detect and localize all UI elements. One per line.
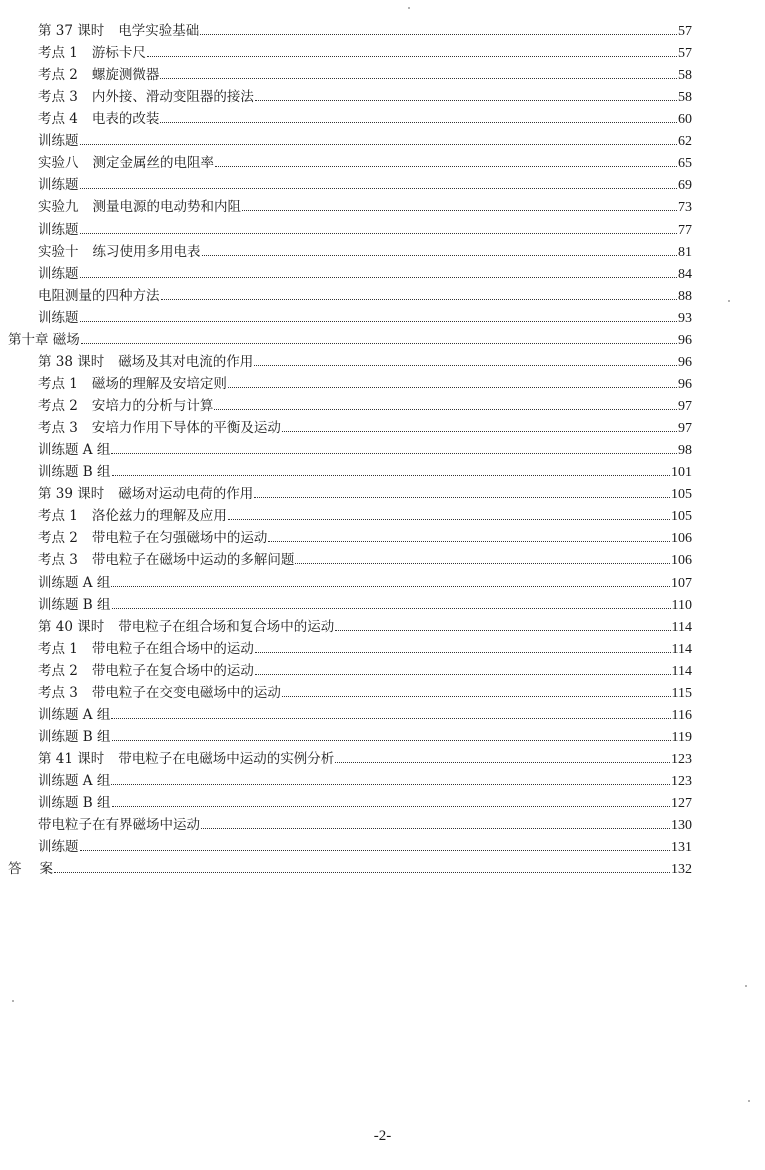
toc-entry-text: 训练题 A 组 (38, 442, 111, 459)
toc-entry-page: 96 (678, 332, 692, 348)
dot-leader (214, 408, 677, 410)
toc-entry-text: 测定金属丝的电阻率 (92, 155, 214, 172)
toc-entry-title (38, 241, 201, 263)
toc-entry-title (38, 638, 254, 660)
toc-entry-page: 65 (678, 156, 692, 172)
toc-entry-page: 77 (678, 222, 692, 238)
toc-entry-text: 洛伦兹力的理解及应用 (91, 508, 227, 525)
toc-entry-prefix: 考点 3 (38, 420, 78, 437)
toc-entry-title (38, 395, 213, 417)
toc-entry-prefix: 考点 3 (38, 89, 78, 106)
toc-entry-title (38, 307, 79, 329)
toc-entry (38, 483, 692, 505)
dot-leader (54, 871, 670, 873)
toc-entry (38, 196, 692, 218)
toc-entry-text: 安培力作用下导体的平衡及运动 (91, 420, 281, 437)
toc-entry-title (38, 108, 159, 130)
toc-entry-title (38, 836, 79, 858)
toc-entry-page: 81 (678, 244, 692, 260)
toc-entry-title (38, 86, 254, 108)
toc-entry-page: 84 (678, 266, 692, 282)
toc-entry (38, 20, 692, 42)
scan-speck (748, 1100, 750, 1102)
toc-entry-page: 88 (678, 288, 692, 304)
toc-entry-title (38, 682, 281, 704)
toc-entry-page: 58 (678, 90, 692, 106)
toc-entry-title (38, 748, 334, 770)
toc-entry-title (38, 704, 110, 726)
toc-entry-page: 119 (671, 729, 692, 745)
dot-leader (335, 629, 670, 631)
toc-entry-text: 训练题 (38, 839, 79, 856)
dot-leader (112, 607, 671, 609)
toc-entry-title (38, 439, 110, 461)
dot-leader (228, 518, 670, 520)
toc-entry (38, 395, 692, 417)
toc-entry (38, 373, 692, 395)
toc-entry-prefix: 实验八 (38, 155, 79, 172)
toc-entry-text: 带电粒子在组合场中的运动 (91, 640, 254, 657)
toc-entry-title (38, 483, 253, 505)
toc-entry-page: 57 (678, 24, 692, 39)
toc-entry-page: 69 (678, 178, 692, 194)
toc-entry-page: 93 (678, 310, 692, 326)
toc-entry (38, 285, 692, 307)
dot-leader (80, 276, 678, 278)
toc-entry-text: 测量电源的电动势和内阻 (92, 199, 241, 216)
toc-entry-page: 114 (671, 641, 692, 657)
toc-entry (38, 64, 692, 86)
dot-leader (228, 386, 677, 388)
toc-entry-page: 123 (671, 751, 692, 767)
toc-entry (38, 814, 692, 836)
dot-leader (202, 254, 678, 256)
toc-entry-text: 训练题 A 组 (38, 574, 111, 591)
toc-entry (38, 219, 692, 241)
toc-entry-prefix: 考点 2 (38, 398, 78, 415)
toc-entry-text: 训练题 (38, 177, 79, 194)
toc-entry-text: 训练题 (38, 133, 79, 150)
dot-leader (112, 805, 670, 807)
toc-entry-text: 电表的改装 (91, 111, 160, 128)
toc-entry (8, 329, 692, 351)
dot-leader (147, 55, 677, 57)
dot-leader (282, 430, 677, 432)
toc-entry-page: 105 (671, 509, 692, 525)
toc-entry-page: 60 (678, 112, 692, 128)
toc-entry (38, 748, 692, 770)
toc-entry-text: 训练题 B 组 (38, 728, 111, 745)
dot-leader (112, 739, 671, 741)
toc-entry-prefix: 考点 1 (38, 508, 78, 525)
toc-entry (38, 527, 692, 549)
toc-entry-title (38, 616, 334, 638)
toc-entry-title (8, 329, 80, 351)
toc-entry-title (38, 726, 111, 748)
toc-entry-prefix: 答 (8, 861, 22, 878)
dot-leader (215, 165, 677, 167)
toc-entry (38, 130, 692, 152)
toc-entry-text: 训练题 (38, 309, 79, 326)
toc-entry-title (38, 64, 159, 86)
toc-entry-text: 第十章 磁场 (8, 331, 80, 348)
toc-entry (38, 42, 692, 64)
dot-leader (255, 673, 671, 675)
dot-leader (80, 232, 678, 234)
toc-entry-prefix: 考点 3 (38, 552, 78, 569)
toc-entry-page: 106 (671, 553, 692, 569)
toc-entry-prefix: 第 41 课时 (38, 750, 105, 767)
toc-entry-text: 电学实验基础 (118, 23, 200, 39)
toc-entry-title (38, 505, 227, 527)
toc-entry-text: 磁场的理解及安培定则 (91, 375, 227, 392)
toc-entry-prefix: 实验十 (38, 243, 79, 260)
toc-entry-text: 训练题 A 组 (38, 773, 111, 790)
dot-leader (160, 121, 677, 123)
toc-entry (38, 263, 692, 285)
toc-entry-title (8, 858, 53, 880)
page-number: -2- (373, 1128, 392, 1144)
toc-entry-prefix: 实验九 (38, 199, 79, 216)
toc-entry-page: 73 (678, 200, 692, 216)
dot-leader (255, 99, 677, 101)
toc-entry-text: 内外接、滑动变阻器的接法 (91, 89, 254, 106)
toc-entry-prefix: 第 39 课时 (38, 486, 105, 503)
toc-entry-prefix: 考点 1 (38, 375, 78, 392)
toc-entry-title (38, 770, 110, 792)
toc-entry-page: 97 (678, 421, 692, 437)
dot-leader (255, 651, 671, 653)
toc-entry-page: 116 (671, 707, 692, 723)
dot-leader (80, 849, 671, 851)
toc-entry-text: 训练题 B 组 (38, 795, 111, 812)
toc-entry (38, 241, 692, 263)
toc-entry-prefix: 考点 1 (38, 45, 78, 62)
toc-entry-text: 安培力的分析与计算 (91, 398, 214, 415)
toc-entry-page: 96 (678, 354, 692, 370)
toc-entry-prefix: 考点 2 (38, 662, 78, 679)
toc-entry-title (38, 285, 160, 307)
toc-entry-text: 练习使用多用电表 (92, 243, 201, 260)
dot-leader (295, 562, 670, 564)
toc-entry-text: 磁场及其对电流的作用 (118, 353, 254, 370)
dot-leader (242, 209, 677, 211)
scan-speck (745, 985, 747, 987)
toc-entry-page: 106 (671, 531, 692, 547)
toc-entry-page: 130 (671, 818, 692, 834)
toc-entry (38, 704, 692, 726)
toc-entry (38, 549, 692, 571)
dot-leader (282, 695, 671, 697)
toc-entry-page: 114 (671, 619, 692, 635)
toc-entry-title (38, 373, 227, 395)
toc-entry-prefix: 第 38 课时 (38, 353, 105, 370)
toc-entry-prefix: 第 40 课时 (38, 618, 105, 635)
toc-entry-text: 带电粒子在匀强磁场中的运动 (91, 530, 268, 547)
dot-leader (112, 474, 670, 476)
toc-entry (38, 307, 692, 329)
toc-entry-title (38, 814, 200, 836)
toc-entry-page: 101 (671, 465, 692, 481)
toc-entry-text: 带电粒子在有界磁场中运动 (38, 817, 200, 834)
dot-leader (80, 187, 678, 189)
dot-leader (111, 717, 670, 719)
toc-entry (38, 505, 692, 527)
toc-entry-page: 107 (671, 575, 692, 591)
toc-entry (38, 792, 692, 814)
dot-leader (81, 342, 677, 344)
dot-leader (254, 496, 670, 498)
toc-entry-title (38, 417, 281, 439)
toc-entry (38, 726, 692, 748)
toc-entry (38, 461, 692, 483)
toc-entry-page: 105 (671, 487, 692, 503)
dot-leader (201, 827, 670, 829)
dot-leader (111, 585, 670, 587)
toc-entry-text: 带电粒子在电磁场中运动的实例分析 (118, 750, 335, 767)
dot-leader (80, 143, 678, 145)
dot-leader (335, 761, 670, 763)
toc-entry (38, 594, 692, 616)
dot-leader (160, 77, 677, 79)
toc-entry-title (38, 527, 267, 549)
toc-entry-page: 115 (671, 685, 692, 701)
toc-entry-page: 96 (678, 376, 692, 392)
toc-entry (38, 770, 692, 792)
toc-entry-title (38, 219, 79, 241)
toc-entry (38, 836, 692, 858)
toc-entry-text: 训练题 (38, 265, 79, 282)
toc-entry-text: 训练题 (38, 221, 79, 238)
dot-leader (111, 783, 670, 785)
toc-entry-title (38, 549, 294, 571)
toc-entry-prefix: 考点 1 (38, 640, 78, 657)
toc-entry-page: 58 (678, 68, 692, 84)
toc-entry-title (38, 174, 79, 196)
toc-entry-title (38, 152, 214, 174)
toc-entry-title (38, 42, 146, 64)
toc-entry-prefix: 第 37 课时 (38, 23, 105, 39)
scan-speck (728, 300, 730, 302)
toc-entry (38, 86, 692, 108)
toc-entry-text: 电阻测量的四种方法 (38, 287, 160, 304)
toc-entry-page: 132 (671, 862, 692, 878)
toc-entry-text: 带电粒子在交变电磁场中的运动 (91, 684, 281, 701)
toc-entry-text: 游标卡尺 (91, 45, 146, 62)
toc-entry-prefix: 考点 2 (38, 530, 78, 547)
toc-entry-text: 训练题 A 组 (38, 706, 111, 723)
toc-entry (38, 152, 692, 174)
toc-entry-title (38, 660, 254, 682)
toc-entry-text: 带电粒子在复合场中的运动 (91, 662, 254, 679)
table-of-contents (0, 20, 765, 900)
toc-entry (38, 572, 692, 594)
toc-entry (38, 638, 692, 660)
toc-entry-page: 97 (678, 399, 692, 415)
dot-leader (111, 452, 677, 454)
toc-entry-page: 98 (678, 443, 692, 459)
toc-entry-text: 带电粒子在磁场中运动的多解问题 (91, 552, 295, 569)
toc-entry (8, 858, 692, 880)
toc-entry-page: 62 (678, 134, 692, 150)
toc-entry (38, 351, 692, 373)
toc-entry-page: 123 (671, 774, 692, 790)
scan-speck (408, 7, 410, 9)
dot-leader (161, 298, 678, 300)
toc-entry-title (38, 594, 111, 616)
toc-entry-text: 训练题 B 组 (38, 596, 111, 613)
toc-entry-page: 114 (671, 663, 692, 679)
dot-leader (254, 364, 677, 366)
toc-entry-prefix: 考点 2 (38, 67, 78, 84)
dot-leader (80, 320, 678, 322)
toc-entry (38, 682, 692, 704)
toc-entry (38, 174, 692, 196)
toc-entry-title (38, 263, 79, 285)
toc-entry-page: 57 (678, 46, 692, 62)
toc-entry-title (38, 20, 199, 42)
toc-entry-text: 案 (39, 861, 53, 878)
dot-leader (200, 33, 677, 35)
toc-entry (38, 108, 692, 130)
dot-leader (268, 540, 670, 542)
toc-entry-page: 127 (671, 796, 692, 812)
toc-entry-title (38, 130, 79, 152)
scan-speck (12, 1000, 14, 1002)
toc-entry (38, 417, 692, 439)
toc-entry-text: 螺旋测微器 (91, 67, 160, 84)
toc-entry-page: 110 (671, 597, 692, 613)
toc-entry-title (38, 351, 253, 373)
toc-entry-prefix: 考点 4 (38, 111, 78, 128)
toc-entry-page: 131 (671, 840, 692, 856)
toc-entry-text: 带电粒子在组合场和复合场中的运动 (118, 618, 335, 635)
toc-entry-title (38, 792, 111, 814)
toc-entry-title (38, 572, 110, 594)
toc-entry-title (38, 461, 111, 483)
toc-entry-title (38, 196, 241, 218)
toc-entry (38, 660, 692, 682)
toc-entry-text: 训练题 B 组 (38, 464, 111, 481)
toc-entry (38, 616, 692, 638)
toc-entry-prefix: 考点 3 (38, 684, 78, 701)
toc-entry (38, 439, 692, 461)
toc-entry-text: 磁场对运动电荷的作用 (118, 486, 254, 503)
